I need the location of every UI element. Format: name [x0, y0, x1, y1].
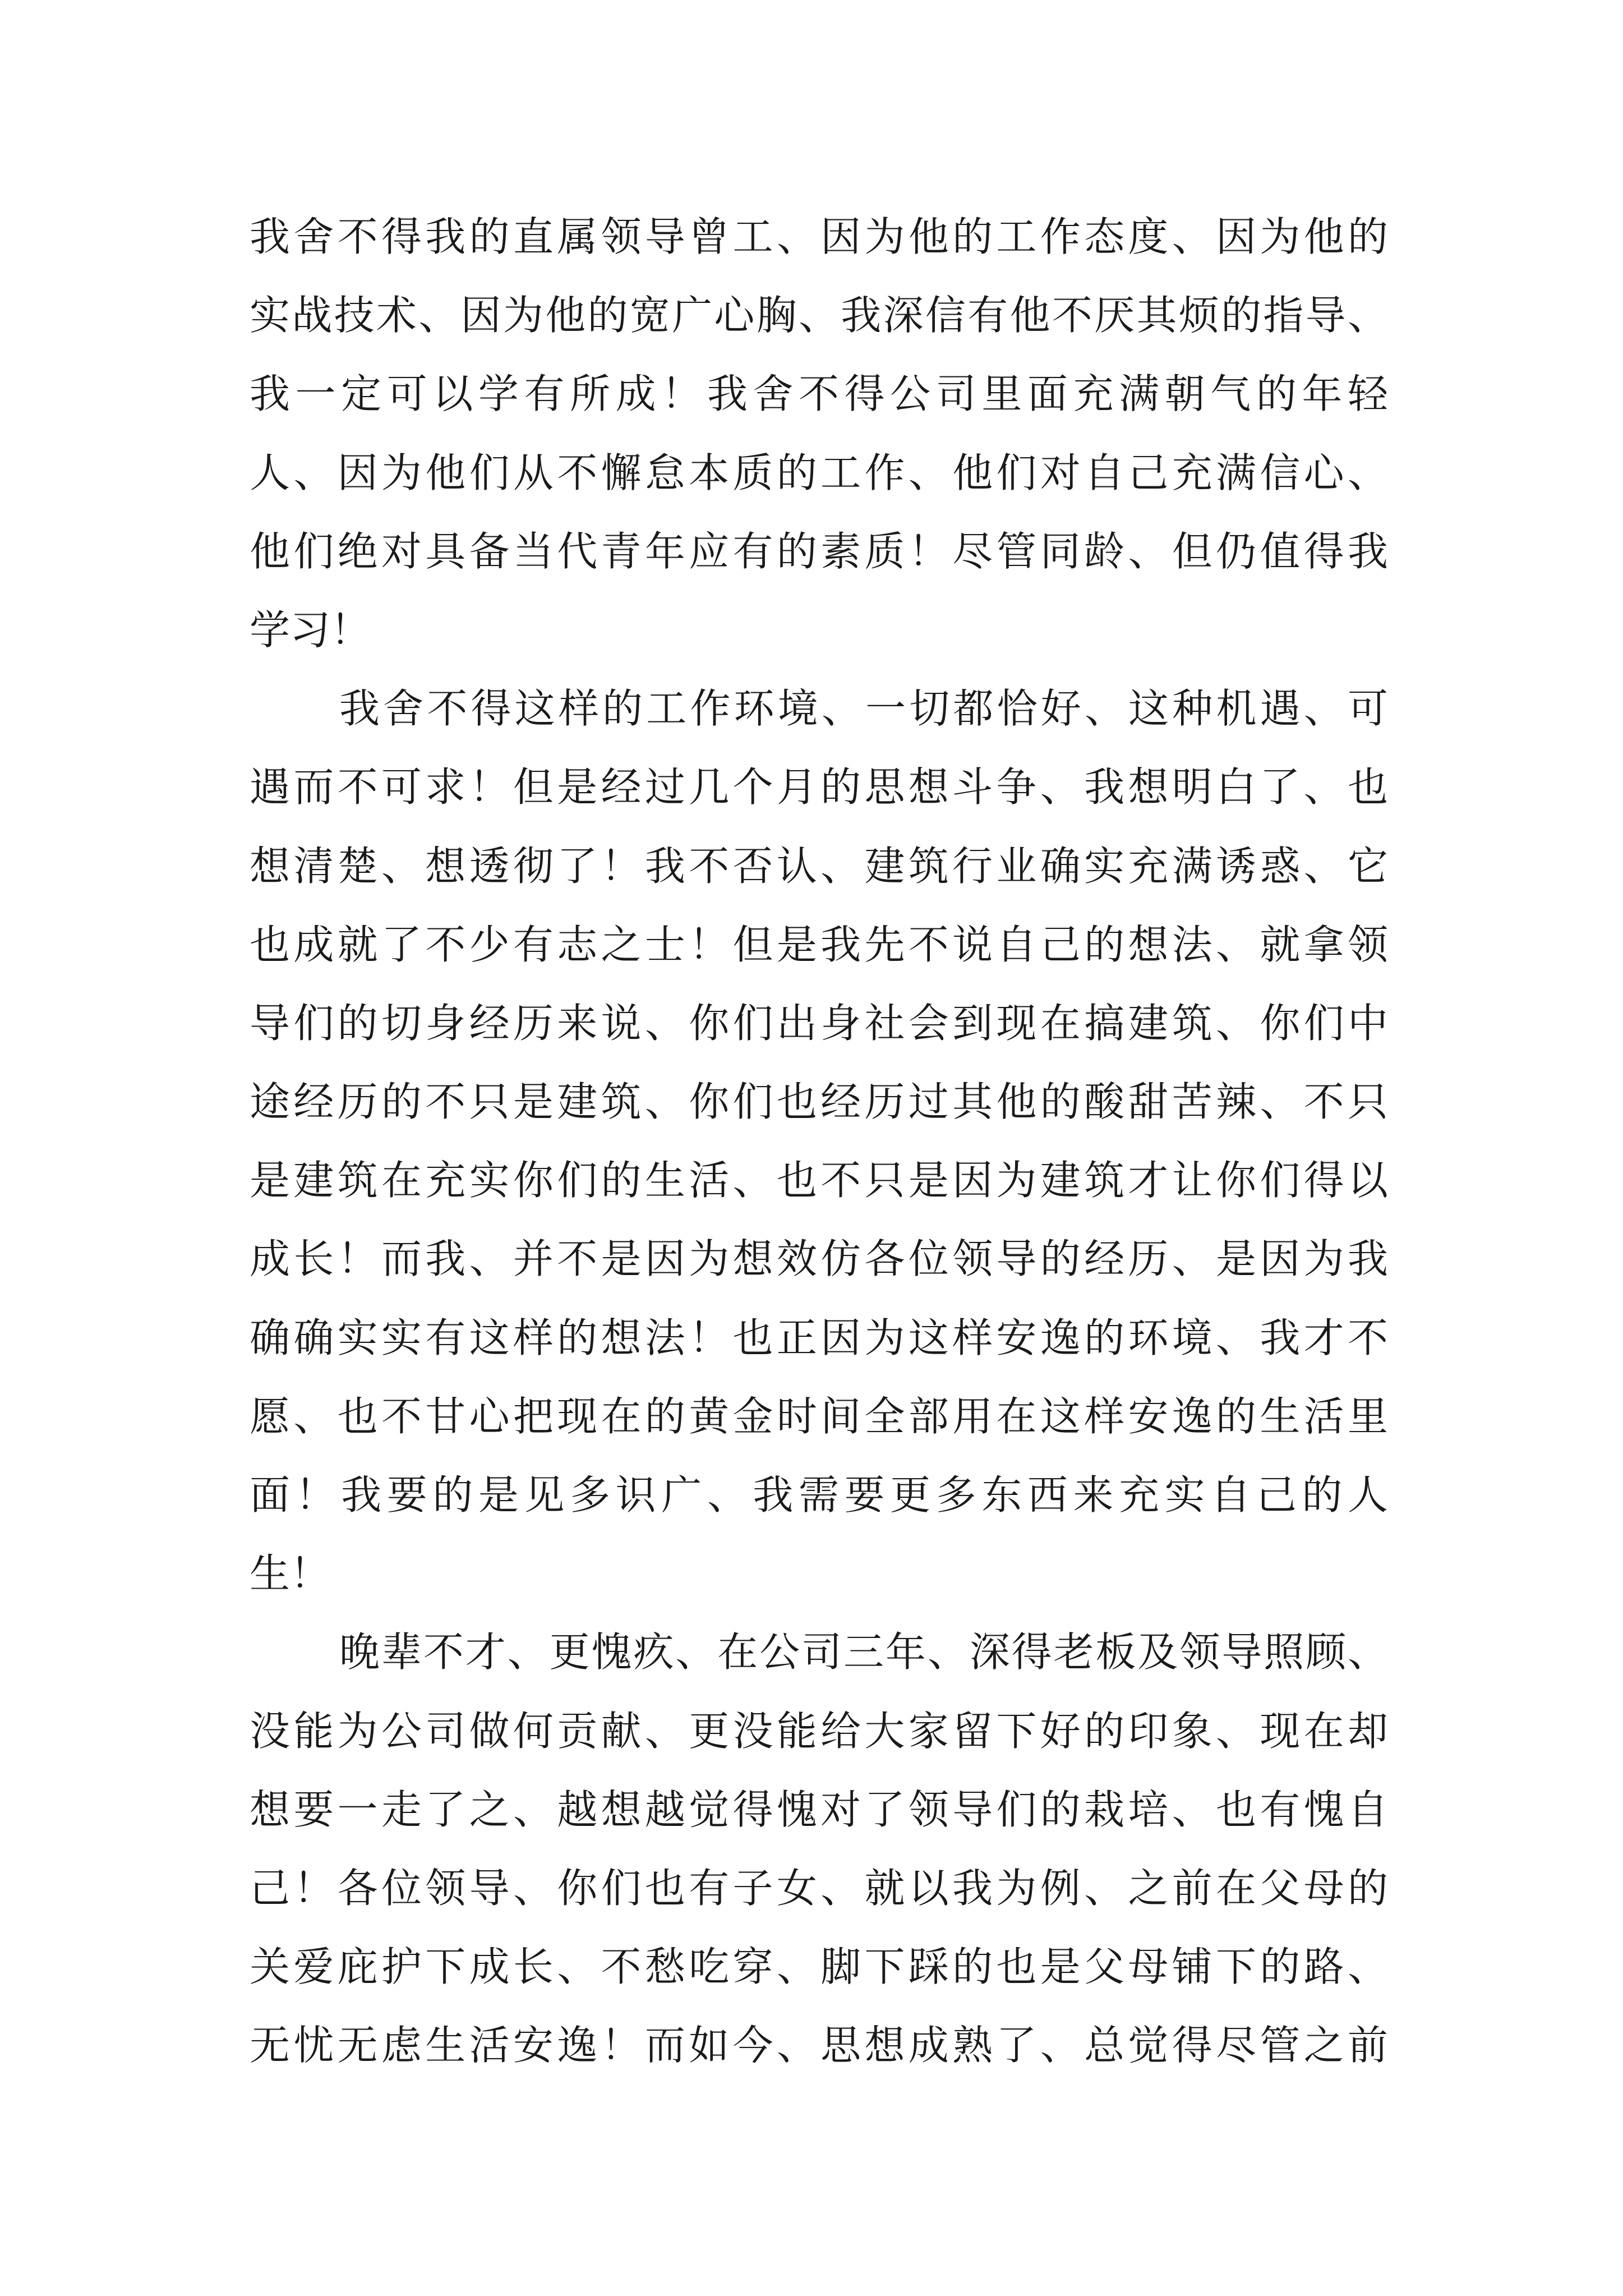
text-line: 面！我要的是见多识广、我需要更多东西来充实自己的人 [250, 1471, 1388, 1519]
text-line: 没能为公司做何贡献、更没能给大家留下好的印象、现在却 [250, 1707, 1388, 1755]
text-line: 无忧无虑生活安逸！而如今、思想成熟了、总觉得尽管之前 [250, 2022, 1388, 2069]
text-line: 人、因为他们从不懈怠本质的工作、他们对自己充满信心、 [250, 449, 1388, 496]
text-line: 实战技术、因为他的宽广心胸、我深信有他不厌其烦的指导、 [250, 292, 1388, 339]
text-line: 途经历的不只是建筑、你们也经历过其他的酸甜苦辣、不只 [250, 1078, 1388, 1126]
text-line: 学习！ [250, 606, 371, 654]
text-line: 确确实实有这样的想法！也正因为这样安逸的环境、我才不 [250, 1314, 1388, 1361]
text-line: 遇而不可求！但是经过几个月的思想斗争、我想明白了、也 [250, 763, 1388, 811]
body-text [250, 197, 1388, 2085]
text-line: 成长！而我、并不是因为想效仿各位领导的经历、是因为我 [250, 1235, 1388, 1283]
text-line: 我舍不得我的直属领导曾工、因为他的工作态度、因为他的 [250, 213, 1388, 260]
text-line: 他们绝对具备当代青年应有的素质！尽管同龄、但仍值得我 [250, 527, 1388, 575]
text-line: 想要一走了之、越想越觉得愧对了领导们的栽培、也有愧自 [250, 1786, 1388, 1833]
text-line: 想清楚、想透彻了！我不否认、建筑行业确实充满诱惑、它 [250, 842, 1388, 890]
text-line: 导们的切身经历来说、你们出身社会到现在搞建筑、你们中 [250, 999, 1388, 1047]
text-line: 愿、也不甘心把现在的黄金时间全部用在这样安逸的生活里 [250, 1392, 1388, 1440]
text-line: 晚辈不才、更愧疚、在公司三年、深得老板及领导照顾、 [339, 1628, 1388, 1676]
text-line: 也成就了不少有志之士！但是我先不说自己的想法、就拿领 [250, 921, 1388, 968]
text-line: 是建筑在充实你们的生活、也不只是因为建筑才让你们得以 [250, 1157, 1388, 1204]
text-line: 我舍不得这样的工作环境、一切都恰好、这种机遇、可 [339, 685, 1388, 733]
text-line: 己！各位领导、你们也有子女、就以我为例、之前在父母的 [250, 1864, 1388, 1912]
text-line: 生！ [250, 1550, 331, 1598]
text-line: 关爱庇护下成长、不愁吃穿、脚下踩的也是父母铺下的路、 [250, 1943, 1388, 1991]
text-line: 我一定可以学有所成！我舍不得公司里面充满朝气的年轻 [250, 370, 1388, 418]
